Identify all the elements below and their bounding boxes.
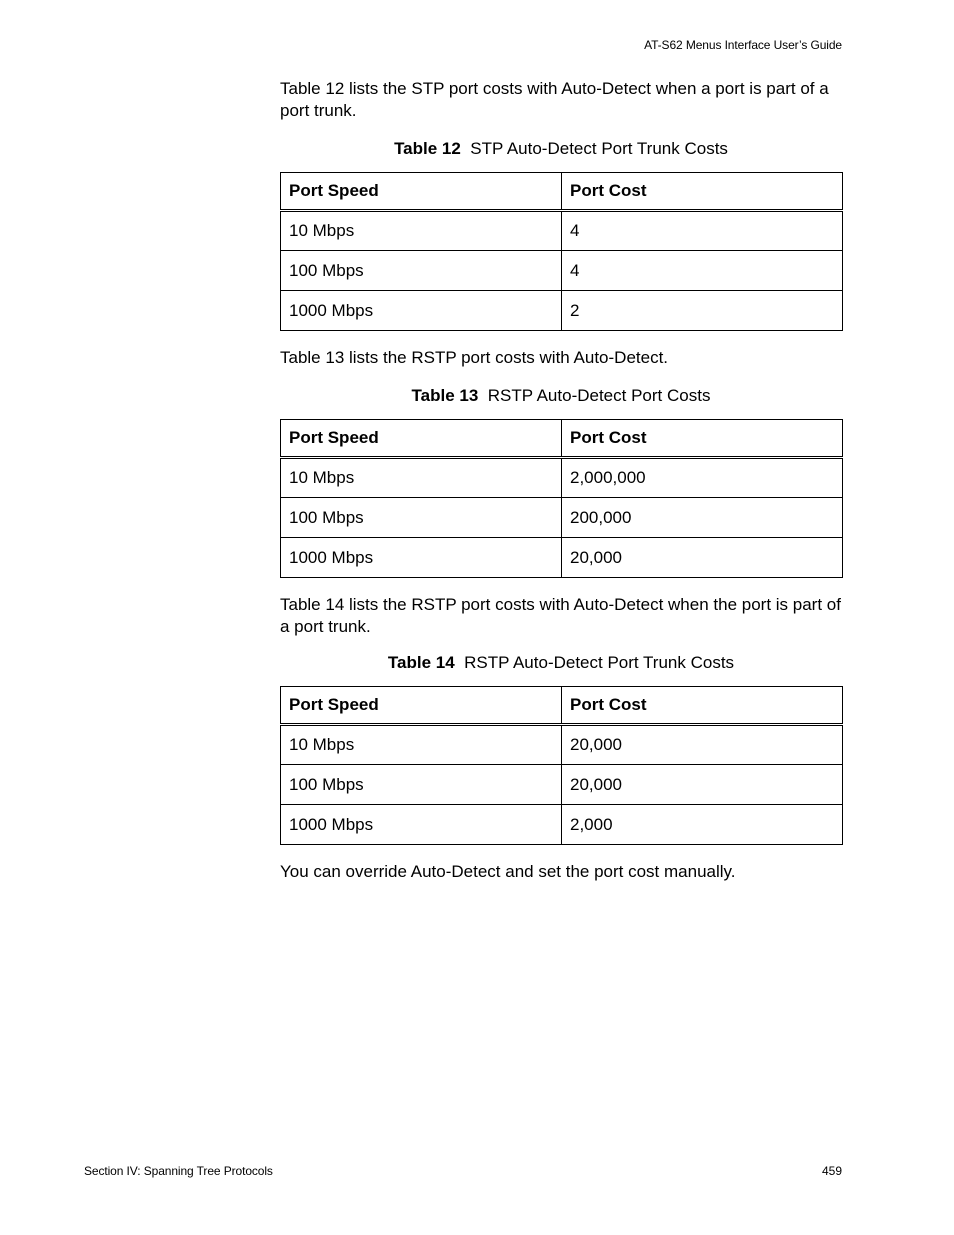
cell-port-speed: 100 Mbps bbox=[281, 498, 562, 538]
cell-port-speed: 10 Mbps bbox=[281, 458, 562, 498]
table12-caption bbox=[280, 138, 842, 160]
table14-caption bbox=[280, 652, 842, 674]
table13-caption bbox=[280, 385, 842, 407]
table-header-row bbox=[281, 420, 843, 458]
table13-caption-number: Table 13 bbox=[411, 386, 479, 405]
table-row bbox=[281, 498, 843, 538]
table-row bbox=[281, 291, 843, 331]
cell-port-speed: 100 Mbps bbox=[281, 251, 562, 291]
cell-port-cost: 2,000 bbox=[562, 805, 843, 845]
cell-port-cost: 20,000 bbox=[562, 765, 843, 805]
header-port-speed: Port Speed bbox=[281, 687, 562, 725]
cell-port-cost: 200,000 bbox=[562, 498, 843, 538]
main-content bbox=[280, 78, 842, 883]
cell-port-speed: 1000 Mbps bbox=[281, 291, 562, 331]
footer-section-title: Section IV: Spanning Tree Protocols bbox=[84, 1164, 273, 1178]
table-row bbox=[281, 251, 843, 291]
table14-caption-number: Table 14 bbox=[387, 653, 455, 672]
table14-caption-text: RSTP Auto-Detect Port Trunk Costs bbox=[464, 653, 735, 672]
table-13 bbox=[280, 419, 843, 578]
cell-port-cost: 20,000 bbox=[562, 725, 843, 765]
cell-port-cost: 2,000,000 bbox=[562, 458, 843, 498]
cell-port-speed: 100 Mbps bbox=[281, 765, 562, 805]
table-header-row bbox=[281, 687, 843, 725]
table13-caption-text: RSTP Auto-Detect Port Costs bbox=[487, 386, 711, 405]
cell-port-cost: 2 bbox=[562, 291, 843, 331]
cell-port-speed: 10 Mbps bbox=[281, 725, 562, 765]
cell-port-cost: 4 bbox=[562, 211, 843, 251]
header-port-speed: Port Speed bbox=[281, 420, 562, 458]
table-header-row bbox=[281, 173, 843, 211]
header-port-cost: Port Cost bbox=[562, 420, 843, 458]
cell-port-speed: 1000 Mbps bbox=[281, 805, 562, 845]
running-header: AT-S62 Menus Interface User’s Guide bbox=[644, 38, 842, 52]
table12-caption-text: STP Auto-Detect Port Trunk Costs bbox=[470, 139, 728, 158]
cell-port-speed: 10 Mbps bbox=[281, 211, 562, 251]
table-14 bbox=[280, 686, 843, 845]
table-row bbox=[281, 211, 843, 251]
cell-port-cost: 20,000 bbox=[562, 538, 843, 578]
header-port-cost: Port Cost bbox=[562, 687, 843, 725]
paragraph-table12-intro: Table 12 lists the STP port costs with Auto-Detect when a port is part of a port trunk. bbox=[280, 79, 829, 120]
table-row bbox=[281, 725, 843, 765]
table-row bbox=[281, 538, 843, 578]
table-row bbox=[281, 458, 843, 498]
footer-page-number: 459 bbox=[821, 1164, 842, 1178]
cell-port-cost: 4 bbox=[562, 251, 843, 291]
table-row bbox=[281, 765, 843, 805]
header-port-cost: Port Cost bbox=[562, 173, 843, 211]
paragraph-override-note: You can override Auto-Detect and set the port cost manually. bbox=[280, 862, 736, 881]
table-12 bbox=[280, 172, 843, 331]
table-row bbox=[281, 805, 843, 845]
paragraph-table13-intro: Table 13 lists the RSTP port costs with Auto-Detect. bbox=[280, 348, 669, 367]
cell-port-speed: 1000 Mbps bbox=[281, 538, 562, 578]
table12-caption-number: Table 12 bbox=[394, 139, 461, 158]
header-port-speed: Port Speed bbox=[281, 173, 562, 211]
paragraph-table14-intro: Table 14 lists the RSTP port costs with Auto-Detect when the port is part of a port trunk. bbox=[280, 595, 841, 636]
